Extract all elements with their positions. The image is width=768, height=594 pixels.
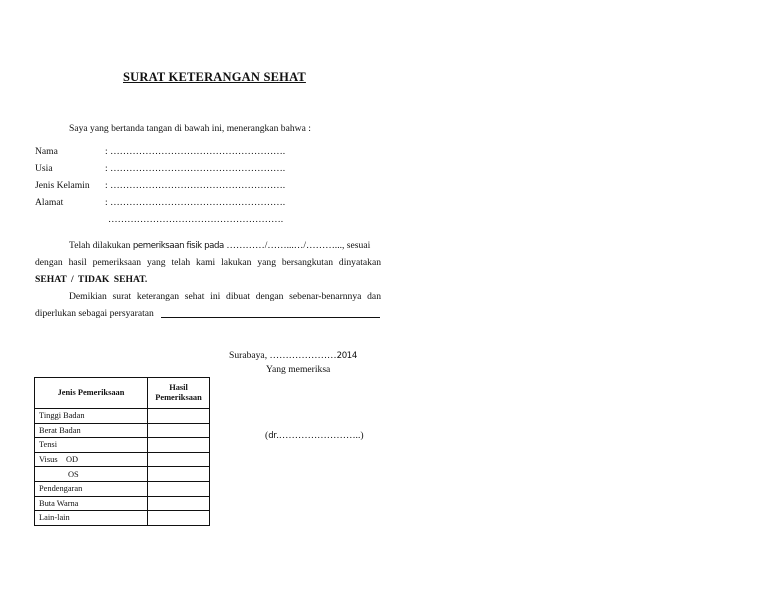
exam-name: Visus OD bbox=[35, 452, 148, 467]
signature-name-dots: .……………………..) bbox=[276, 430, 364, 441]
exam-result bbox=[148, 438, 210, 453]
field-value-alamat-line2: ………………………………………………. bbox=[108, 214, 284, 225]
field-value-jenis-kelamin: : ………………………………………………. bbox=[105, 180, 286, 191]
signature-place: Surabaya, ………………… bbox=[229, 350, 337, 361]
exam-result bbox=[148, 481, 210, 496]
field-label-nama: Nama bbox=[35, 146, 58, 157]
signature-role: Yang memeriksa bbox=[266, 364, 331, 375]
exam-result bbox=[148, 423, 210, 438]
field-label-jenis-kelamin: Jenis Kelamin bbox=[35, 180, 90, 191]
exam-table bbox=[34, 377, 210, 526]
field-value-usia: : ………………………………………………. bbox=[105, 163, 286, 174]
table-row bbox=[35, 511, 210, 526]
field-value-nama: : ………………………………………………. bbox=[105, 146, 286, 157]
health-status-text: SEHAT / TIDAK SEHAT. bbox=[35, 274, 148, 285]
table-row bbox=[35, 452, 210, 467]
exam-name: Buta Warna bbox=[35, 496, 148, 511]
para2-line1: Demikian surat keterangan sehat ini dibuat dengan sebenar-benarnnya dan bbox=[69, 291, 381, 302]
para1-line2: dengan hasil pemeriksaan yang telah kami lakukan yang bersangkutan dinyatakan bbox=[35, 257, 381, 268]
para1-bold-part: pemeriksaan fisik pada bbox=[132, 241, 224, 251]
signature-year: 2014 bbox=[336, 351, 357, 361]
table-row bbox=[35, 423, 210, 438]
exam-result bbox=[148, 511, 210, 526]
exam-name: Tensi bbox=[35, 438, 148, 453]
intro-text: Saya yang bertanda tangan di bawah ini, menerangkan bahwa : bbox=[69, 123, 311, 134]
header-hasil-pemeriksaan: Hasil Pemeriksaan bbox=[148, 378, 210, 409]
signature-name-open: ( bbox=[265, 430, 269, 441]
exam-name: Pendengaran bbox=[35, 481, 148, 496]
exam-result bbox=[148, 467, 210, 482]
table-row bbox=[35, 438, 210, 453]
para1-end: …………/……...…/………..., sesuai bbox=[226, 240, 371, 251]
exam-name: Berat Badan bbox=[35, 423, 148, 438]
field-label-alamat: Alamat bbox=[35, 197, 64, 208]
signature-name-prefix: dr bbox=[268, 431, 277, 441]
field-label-usia: Usia bbox=[35, 163, 53, 174]
exam-name: Tinggi Badan bbox=[35, 409, 148, 424]
exam-name: Lain-lain bbox=[35, 511, 148, 526]
requirement-underline bbox=[161, 317, 380, 318]
exam-result bbox=[148, 496, 210, 511]
signature-place-date bbox=[229, 350, 357, 361]
document-title: SURAT KETERANGAN SEHAT bbox=[123, 70, 306, 84]
exam-result bbox=[148, 409, 210, 424]
para1-start: Telah dilakukan bbox=[69, 240, 131, 251]
field-value-alamat: : ………………………………………………. bbox=[105, 197, 286, 208]
header-jenis-pemeriksaan: Jenis Pemeriksaan bbox=[35, 378, 148, 409]
exam-result bbox=[148, 452, 210, 467]
table-row bbox=[35, 496, 210, 511]
signature-name bbox=[265, 430, 364, 441]
exam-name: OS bbox=[35, 467, 148, 482]
table-row bbox=[35, 409, 210, 424]
exam-table-header-row bbox=[35, 378, 210, 409]
table-row bbox=[35, 467, 210, 482]
para1-line1 bbox=[69, 240, 370, 251]
table-row bbox=[35, 481, 210, 496]
para2-line2: diperlukan sebagai persyaratan bbox=[35, 308, 154, 319]
